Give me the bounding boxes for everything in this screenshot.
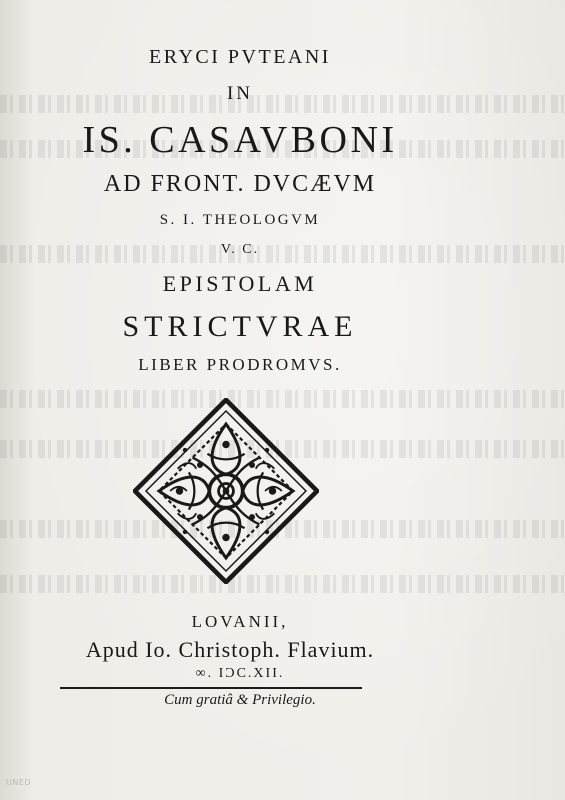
imprint-rule (60, 687, 362, 689)
liber-line: LIBER PRODROMVS. (138, 355, 342, 374)
imprint-city: LOVANII, (191, 612, 289, 631)
imprint-printer: Apud Io. Christoph. Flavium. (85, 637, 375, 662)
strictures-title: STRICTVRAE (122, 310, 358, 343)
imprint-year: ∞. IϽC.XII. (195, 666, 285, 681)
order-line: S. I. THEOLOGVM (159, 212, 321, 228)
honorific-line: V. C. (220, 242, 260, 257)
diamond-fleuron-ornament-icon (133, 398, 319, 584)
preposition: IN (226, 83, 254, 104)
author-name: ERYCI PVTEANI (149, 46, 331, 68)
subject-name: IS. CASAVBONI (82, 119, 398, 161)
recipient-line: AD FRONT. DVCÆVM (103, 171, 377, 197)
epistolam-line: EPISTOLAM (162, 271, 318, 296)
library-watermark: UNED (6, 778, 32, 787)
privilege-line: Cum gratiâ & Privilegio. (164, 692, 316, 708)
